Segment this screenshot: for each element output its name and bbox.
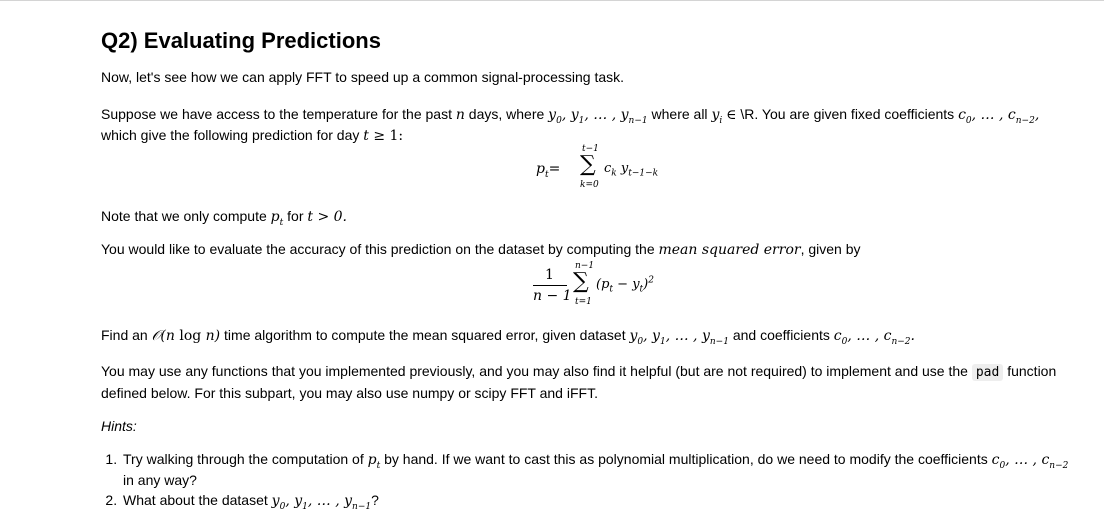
hint-item: 1. Try walking through the computation of $p_t$ by hand. If we want to cast this as polynomial multiplication, do we need to modify the coefficients $c_0$, … , $c_{n-2}$ in any way?: [121, 449, 1104, 490]
pad-function-code: pad: [972, 364, 1003, 381]
intro-paragraph: Now, let's see how we can apply FFT to speed up a common signal-processing task.: [101, 69, 625, 85]
hints-label: Hints:: [101, 418, 137, 434]
question-title: Q2) Evaluating Predictions: [101, 28, 381, 53]
sum-symbol: ∑: [573, 269, 589, 294]
hint-item: 2. What about the dataset $y_0$, $y_1$, … , $y_{n-1}$?: [121, 490, 1104, 511]
n-variable: n: [455, 107, 465, 123]
top-divider: [0, 0, 1104, 1]
day-condition: t ≥ 1:: [363, 128, 404, 144]
mse-equation: 1 n − 1 n−1 ∑ t=1 $(p_t - y_t)^2$: [533, 261, 654, 307]
usage-paragraph: You may use any functions that you implemented previously, and you may also find it helpful (but are not required) to implement and use the pad function defined below. For this subpart, you may also use numpy or scipy FFT and iFFT.: [101, 363, 1057, 401]
accuracy-paragraph: You would like to evaluate the accuracy of this prediction on the dataset by computing the mean squared error, given by: [101, 241, 861, 258]
mse-term: mean squared error: [658, 242, 801, 258]
note-paragraph: Note that we only compute $p_t$ for t > 0.: [101, 208, 347, 228]
prediction-equation: $p_t$ = t−1 ∑ k=0 $c_k$ $y_{t-1-k}$: [536, 144, 659, 190]
set-symbol: \R: [740, 106, 755, 122]
dataset-sequence: $y_0$, $y_1$, … , $y_{n-1}$: [548, 107, 648, 126]
sum-symbol: ∑: [580, 152, 596, 177]
hints-list: [97, 449, 1104, 511]
fraction-bar: [533, 285, 567, 286]
task-paragraph: Find an 𝒪(n log n) time algorithm to compute the mean squared error, given dataset $y_0$, $y_1$, … , $y_{n-1}$ and coefficients $c_0$, … , $c_{n-2}$.: [101, 327, 915, 347]
setup-paragraph: Suppose we have access to the temperature for the past n days, where $y_0$, $y_1$, … , $y_{n-1}$ where all $y_i$ ∈ \R. You are given fixed coefficients $c_0$, … , $c_{n-2}$, which give the following prediction for day t ≥ 1:: [101, 106, 1040, 144]
complexity: 𝒪(n log n): [151, 328, 221, 344]
question-content: [101, 28, 1091, 512]
coefficient-sequence: $c_0$, … , $c_{n-2}$,: [958, 107, 1040, 126]
